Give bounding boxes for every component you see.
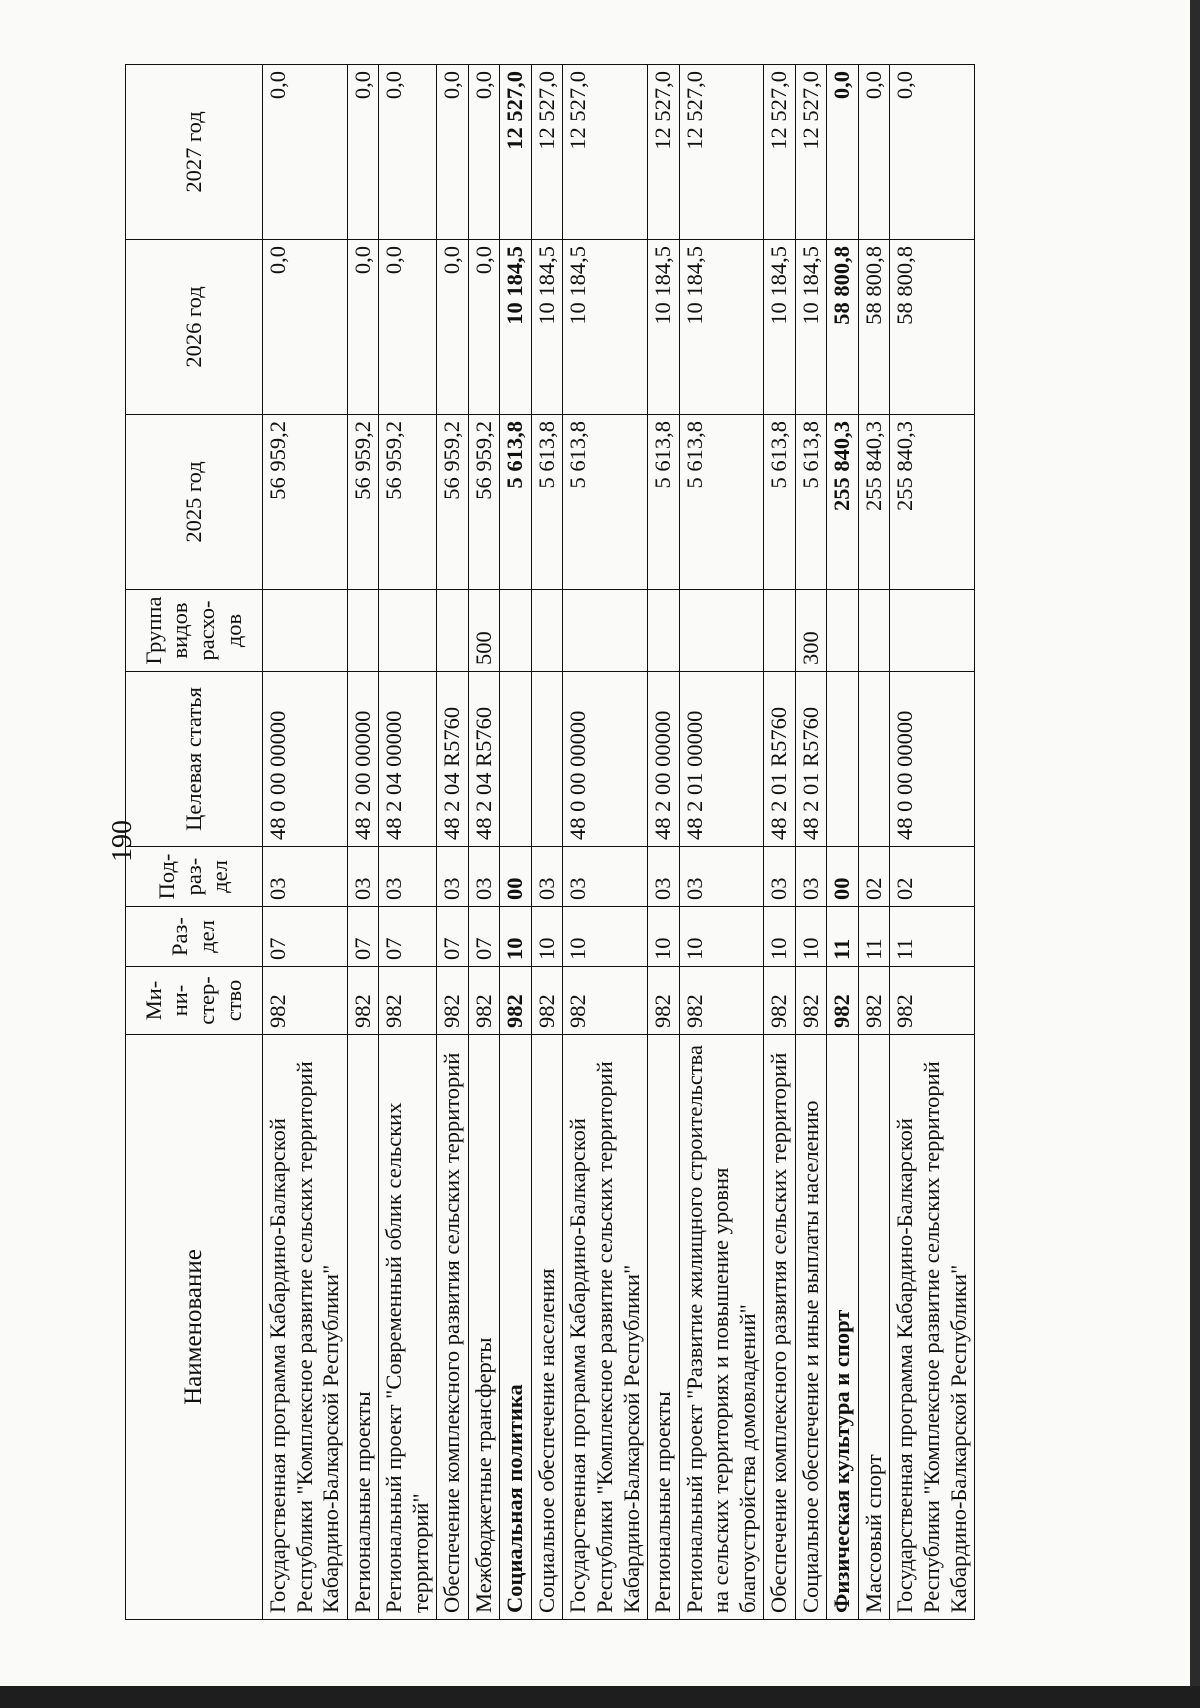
header-2025: 2025 год bbox=[126, 415, 263, 590]
cell-expense-group bbox=[379, 590, 437, 672]
cell-target: 48 0 00 00000 bbox=[563, 672, 648, 847]
table-row bbox=[764, 65, 796, 1620]
cell-name: Региональный проект "Развитие жилищного строительства на сельских территориях и повышение уровня благоустройства домовладений" bbox=[679, 1035, 764, 1620]
cell-section: 07 bbox=[347, 907, 379, 967]
header-target: Целевая статья bbox=[126, 672, 263, 847]
cell-expense-group bbox=[563, 590, 648, 672]
cell-name: Социальное обеспечение и иные выплаты населению bbox=[795, 1035, 827, 1620]
cell-2025: 56 959,2 bbox=[468, 415, 500, 590]
cell-expense-group bbox=[679, 590, 764, 672]
cell-ministry: 982 bbox=[468, 967, 500, 1035]
cell-target: 48 2 00 00000 bbox=[347, 672, 379, 847]
cell-name: Физическая культура и спорт bbox=[827, 1035, 859, 1620]
cell-subsection: 03 bbox=[795, 847, 827, 907]
cell-2027: 0,0 bbox=[347, 65, 379, 240]
cell-section: 11 bbox=[827, 907, 859, 967]
cell-name: Государственная программа Кабардино-Балкарской Республики "Комплексное развитие сельских территорий Кабардино-Балкарской Республики" bbox=[263, 1035, 348, 1620]
cell-2026: 10 184,5 bbox=[563, 240, 648, 415]
cell-section: 10 bbox=[648, 907, 680, 967]
table-row bbox=[500, 65, 532, 1620]
cell-2027: 0,0 bbox=[468, 65, 500, 240]
cell-ministry: 982 bbox=[648, 967, 680, 1035]
cell-target: 48 2 00 00000 bbox=[648, 672, 680, 847]
cell-subsection: 03 bbox=[437, 847, 469, 907]
header-2027: 2027 год bbox=[126, 65, 263, 240]
cell-name: Социальное обеспечение населения bbox=[531, 1035, 563, 1620]
cell-target bbox=[827, 672, 859, 847]
cell-2026: 58 800,8 bbox=[890, 240, 975, 415]
cell-2025: 5 613,8 bbox=[500, 415, 532, 590]
cell-2027: 12 527,0 bbox=[648, 65, 680, 240]
cell-section: 10 bbox=[500, 907, 532, 967]
cell-2025: 5 613,8 bbox=[648, 415, 680, 590]
cell-ministry: 982 bbox=[500, 967, 532, 1035]
cell-2026: 0,0 bbox=[379, 240, 437, 415]
cell-section: 10 bbox=[563, 907, 648, 967]
cell-name: Государственная программа Кабардино-Балкарской Республики "Комплексное развитие сельских территорий Кабардино-Балкарской Республики" bbox=[890, 1035, 975, 1620]
cell-2027: 12 527,0 bbox=[563, 65, 648, 240]
cell-ministry: 982 bbox=[679, 967, 764, 1035]
cell-2025: 255 840,3 bbox=[890, 415, 975, 590]
cell-section: 07 bbox=[437, 907, 469, 967]
cell-name: Региональные проекты bbox=[648, 1035, 680, 1620]
cell-ministry: 982 bbox=[437, 967, 469, 1035]
cell-2026: 58 800,8 bbox=[858, 240, 890, 415]
cell-ministry: 982 bbox=[379, 967, 437, 1035]
cell-2027: 12 527,0 bbox=[764, 65, 796, 240]
table-row bbox=[379, 65, 437, 1620]
cell-expense-group bbox=[764, 590, 796, 672]
cell-subsection: 03 bbox=[379, 847, 437, 907]
cell-ministry: 982 bbox=[795, 967, 827, 1035]
cell-section: 11 bbox=[890, 907, 975, 967]
cell-expense-group bbox=[531, 590, 563, 672]
cell-section: 10 bbox=[679, 907, 764, 967]
cell-ministry: 982 bbox=[827, 967, 859, 1035]
table-row bbox=[468, 65, 500, 1620]
table-row bbox=[531, 65, 563, 1620]
cell-section: 07 bbox=[263, 907, 348, 967]
cell-expense-group: 300 bbox=[795, 590, 827, 672]
cell-target bbox=[500, 672, 532, 847]
cell-name: Массовый спорт bbox=[858, 1035, 890, 1620]
cell-name: Региональные проекты bbox=[347, 1035, 379, 1620]
cell-2025: 5 613,8 bbox=[531, 415, 563, 590]
cell-section: 07 bbox=[379, 907, 437, 967]
cell-2027: 0,0 bbox=[437, 65, 469, 240]
header-expense-group: Группа видов расхо-дов bbox=[126, 590, 263, 672]
table-row bbox=[795, 65, 827, 1620]
cell-2026: 0,0 bbox=[468, 240, 500, 415]
cell-expense-group bbox=[500, 590, 532, 672]
cell-2025: 56 959,2 bbox=[437, 415, 469, 590]
cell-name: Социальная политика bbox=[500, 1035, 532, 1620]
cell-target: 48 2 04 00000 bbox=[379, 672, 437, 847]
cell-target: 48 2 01 00000 bbox=[679, 672, 764, 847]
cell-2026: 10 184,5 bbox=[531, 240, 563, 415]
cell-ministry: 982 bbox=[531, 967, 563, 1035]
cell-subsection: 03 bbox=[531, 847, 563, 907]
header-ministry: Ми-ни-стер-ство bbox=[126, 967, 263, 1035]
cell-target bbox=[858, 672, 890, 847]
cell-target bbox=[531, 672, 563, 847]
cell-2026: 0,0 bbox=[437, 240, 469, 415]
cell-subsection: 00 bbox=[500, 847, 532, 907]
table-row bbox=[563, 65, 648, 1620]
cell-2026: 10 184,5 bbox=[764, 240, 796, 415]
cell-2026: 0,0 bbox=[347, 240, 379, 415]
header-subsection: Под-раз-дел bbox=[126, 847, 263, 907]
cell-2027: 0,0 bbox=[890, 65, 975, 240]
cell-section: 10 bbox=[764, 907, 796, 967]
cell-expense-group bbox=[890, 590, 975, 672]
cell-2027: 0,0 bbox=[263, 65, 348, 240]
cell-2025: 255 840,3 bbox=[827, 415, 859, 590]
cell-2025: 56 959,2 bbox=[263, 415, 348, 590]
table-header-row bbox=[126, 65, 263, 1620]
cell-subsection: 03 bbox=[648, 847, 680, 907]
cell-target: 48 2 04 R5760 bbox=[437, 672, 469, 847]
cell-2027: 12 527,0 bbox=[531, 65, 563, 240]
cell-2025: 255 840,3 bbox=[858, 415, 890, 590]
cell-target: 48 2 04 R5760 bbox=[468, 672, 500, 847]
cell-2027: 0,0 bbox=[827, 65, 859, 240]
cell-ministry: 982 bbox=[764, 967, 796, 1035]
cell-subsection: 03 bbox=[563, 847, 648, 907]
cell-name: Обеспечение комплексного развития сельских территорий bbox=[437, 1035, 469, 1620]
cell-2026: 10 184,5 bbox=[500, 240, 532, 415]
cell-2026: 10 184,5 bbox=[795, 240, 827, 415]
cell-2027: 12 527,0 bbox=[795, 65, 827, 240]
header-2026: 2026 год bbox=[126, 240, 263, 415]
cell-name: Межбюджетные трансферты bbox=[468, 1035, 500, 1620]
cell-expense-group bbox=[347, 590, 379, 672]
scan-border-right bbox=[1190, 0, 1200, 1708]
cell-2027: 0,0 bbox=[858, 65, 890, 240]
cell-2025: 56 959,2 bbox=[347, 415, 379, 590]
header-name: Наименование bbox=[126, 1035, 263, 1620]
cell-2026: 10 184,5 bbox=[648, 240, 680, 415]
page-number: 190 bbox=[107, 820, 138, 862]
cell-expense-group bbox=[827, 590, 859, 672]
table-row bbox=[263, 65, 348, 1620]
cell-subsection: 03 bbox=[764, 847, 796, 907]
cell-name: Государственная программа Кабардино-Балкарской Республики "Комплексное развитие сельских территорий Кабардино-Балкарской Республики" bbox=[563, 1035, 648, 1620]
header-section: Раз-дел bbox=[126, 907, 263, 967]
cell-expense-group bbox=[263, 590, 348, 672]
cell-target: 48 2 01 R5760 bbox=[764, 672, 796, 847]
cell-section: 11 bbox=[858, 907, 890, 967]
cell-ministry: 982 bbox=[563, 967, 648, 1035]
table-row bbox=[858, 65, 890, 1620]
cell-name: Обеспечение комплексного развития сельских территорий bbox=[764, 1035, 796, 1620]
cell-subsection: 03 bbox=[679, 847, 764, 907]
cell-expense-group bbox=[437, 590, 469, 672]
cell-expense-group bbox=[648, 590, 680, 672]
cell-2026: 58 800,8 bbox=[827, 240, 859, 415]
cell-ministry: 982 bbox=[890, 967, 975, 1035]
cell-expense-group bbox=[858, 590, 890, 672]
cell-name: Региональный проект "Современный облик сельских территорий" bbox=[379, 1035, 437, 1620]
cell-section: 10 bbox=[531, 907, 563, 967]
cell-ministry: 982 bbox=[858, 967, 890, 1035]
cell-2025: 5 613,8 bbox=[679, 415, 764, 590]
table-row bbox=[347, 65, 379, 1620]
cell-2025: 5 613,8 bbox=[764, 415, 796, 590]
cell-subsection: 02 bbox=[890, 847, 975, 907]
cell-2026: 0,0 bbox=[263, 240, 348, 415]
budget-table bbox=[125, 64, 975, 1620]
table-row bbox=[827, 65, 859, 1620]
cell-2027: 12 527,0 bbox=[500, 65, 532, 240]
table-row bbox=[679, 65, 764, 1620]
cell-subsection: 03 bbox=[263, 847, 348, 907]
cell-subsection: 02 bbox=[858, 847, 890, 907]
cell-ministry: 982 bbox=[347, 967, 379, 1035]
table-row bbox=[437, 65, 469, 1620]
scan-border-bottom bbox=[0, 1686, 1200, 1708]
cell-2025: 5 613,8 bbox=[795, 415, 827, 590]
cell-2027: 0,0 bbox=[379, 65, 437, 240]
cell-subsection: 03 bbox=[347, 847, 379, 907]
cell-target: 48 0 00 00000 bbox=[890, 672, 975, 847]
cell-2025: 5 613,8 bbox=[563, 415, 648, 590]
cell-section: 10 bbox=[795, 907, 827, 967]
cell-2026: 10 184,5 bbox=[679, 240, 764, 415]
cell-ministry: 982 bbox=[263, 967, 348, 1035]
rotated-table-wrapper bbox=[125, 65, 1065, 1620]
table-row bbox=[890, 65, 975, 1620]
cell-expense-group: 500 bbox=[468, 590, 500, 672]
table-row bbox=[648, 65, 680, 1620]
cell-2025: 56 959,2 bbox=[379, 415, 437, 590]
cell-subsection: 00 bbox=[827, 847, 859, 907]
cell-subsection: 03 bbox=[468, 847, 500, 907]
cell-section: 07 bbox=[468, 907, 500, 967]
cell-target: 48 2 01 R5760 bbox=[795, 672, 827, 847]
cell-2027: 12 527,0 bbox=[679, 65, 764, 240]
cell-target: 48 0 00 00000 bbox=[263, 672, 348, 847]
